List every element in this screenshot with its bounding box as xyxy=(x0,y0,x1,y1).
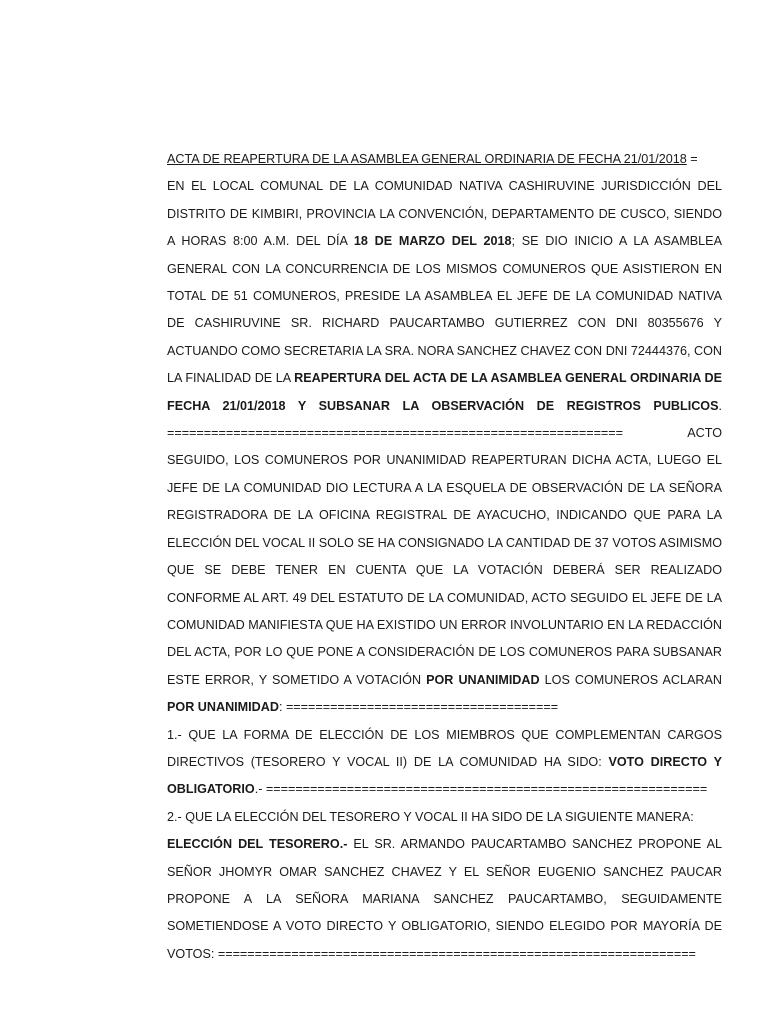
intro-paragraph xyxy=(167,173,722,721)
item-1-separator: .- ============================================================ xyxy=(254,782,708,797)
intro-text-2: ; SE DIO INICIO A LA ASAMBLEA GENERAL CON LA CONCURRENCIA DE LOS MISMOS COMUNEROS QUE ASISTIERON EN TOTAL DE 51 COMUNEROS, PRESIDE LA ASAMBLEA EL JEFE DE LA COMUNIDAD NATIVA DE CASHIRUVINE SR. RICHARD PAUCARTAMBO GUTIERREZ CON DNI 80355676 Y ACTUANDO COMO SECRETARIA LA SRA. NORA SANCHEZ CHAVEZ CON DNI 72444376, CON LA FINALIDAD DE LA xyxy=(167,234,722,386)
item-2-text: 2.- QUE LA ELECCIÓN DEL TESORERO Y VOCAL II HA SIDO DE LA SIGUIENTE MANERA: xyxy=(167,809,694,824)
treasurer-election-heading: ELECCIÓN DEL TESORERO.- xyxy=(167,837,348,852)
treasurer-election-text: EL SR. ARMANDO PAUCARTAMBO SANCHEZ PROPONE AL SEÑOR JHOMYR OMAR SANCHEZ CHAVEZ Y EL SEÑOR EUGENIO SANCHEZ PAUCAR PROPONE A LA SEÑORA MARIANA SANCHEZ PAUCARTAMBO, SEGUIDAMENTE SOMETIENDOSE A VOTO DIRECTO Y OBLIGATORIO, SIENDO ELEGIDO POR MAYORÍA DE VOTOS: ================================================================= xyxy=(167,837,722,961)
intro-text-3: . xyxy=(718,398,722,413)
intro-text-5: LOS COMUNEROS ACLARAN xyxy=(539,672,722,687)
item-1-text: 1.- QUE LA FORMA DE ELECCIÓN DE LOS MIEMBROS QUE COMPLEMENTAN CARGOS DIRECTIVOS (TESORERO Y VOCAL II) DE LA COMUNIDAD HA SIDO: xyxy=(167,727,722,769)
treasurer-election-paragraph xyxy=(167,831,722,968)
intro-unanimity-2: POR UNANIMIDAD xyxy=(167,700,279,715)
intro-text-6: : ===================================== xyxy=(278,700,559,715)
item-2-paragraph xyxy=(167,804,722,831)
document-title-paragraph xyxy=(167,146,722,173)
document-body xyxy=(167,146,722,968)
intro-separator: ============================================================== xyxy=(167,426,623,441)
title-suffix: = xyxy=(686,152,698,166)
item-1-vote-type: VOTO DIRECTO Y OBLIGATORIO xyxy=(167,754,722,797)
intro-purpose: REAPERTURA DEL ACTA DE LA ASAMBLEA GENERAL ORDINARIA DE FECHA 21/01/2018 Y SUBSANAR LA OBSERVACIÓN DE REGISTROS PUBLICOS xyxy=(167,371,723,413)
document-title: ACTA DE REAPERTURA DE LA ASAMBLEA GENERAL ORDINARIA DE FECHA 21/01/2018 xyxy=(167,152,687,166)
intro-date: 18 DE MARZO DEL 2018 xyxy=(353,234,512,249)
item-1-paragraph xyxy=(167,722,722,804)
intro-text-4: ACTO SEGUIDO, LOS COMUNEROS POR UNANIMIDAD REAPERTURAN DICHA ACTA, LUEGO EL JEFE DE LA COMUNIDAD DIO LECTURA A LA ESQUELA DE OBSERVACIÓN DE LA SEÑORA REGISTRADORA DE LA OFICINA REGISTRAL DE AYACUCHO, INDICANDO QUE PARA LA ELECCIÓN DEL VOCAL II SOLO SE HA CONSIGNADO LA CANTIDAD DE 37 VOTOS ASIMISMO QUE SE DEBE TENER EN CUENTA QUE LA VOTACIÓN DEBERÁ SER REALIZADO CONFORME AL ART. 49 DEL ESTATUTO DE LA COMUNIDAD, ACTO SEGUIDO EL JEFE DE LA COMUNIDAD MANIFIESTA QUE HA EXISTIDO UN ERROR INVOLUNTARIO EN LA REDACCIÓN DEL ACTA, POR LO QUE PONE A CONSIDERACIÓN DE LOS COMUNEROS PARA SUBSANAR ESTE ERROR, Y SOMETIDO A VOTACIÓN xyxy=(167,426,722,687)
intro-unanimity-1: POR UNANIMIDAD xyxy=(426,672,540,687)
intro-text-1: EN EL LOCAL COMUNAL DE LA COMUNIDAD NATIVA CASHIRUVINE JURISDICCIÓN DEL DISTRITO DE KIMBIRI, PROVINCIA LA CONVENCIÓN, DEPARTAMENTO DE CUSCO, SIENDO A HORAS 8:00 A.M. DEL DÍA xyxy=(167,179,722,249)
